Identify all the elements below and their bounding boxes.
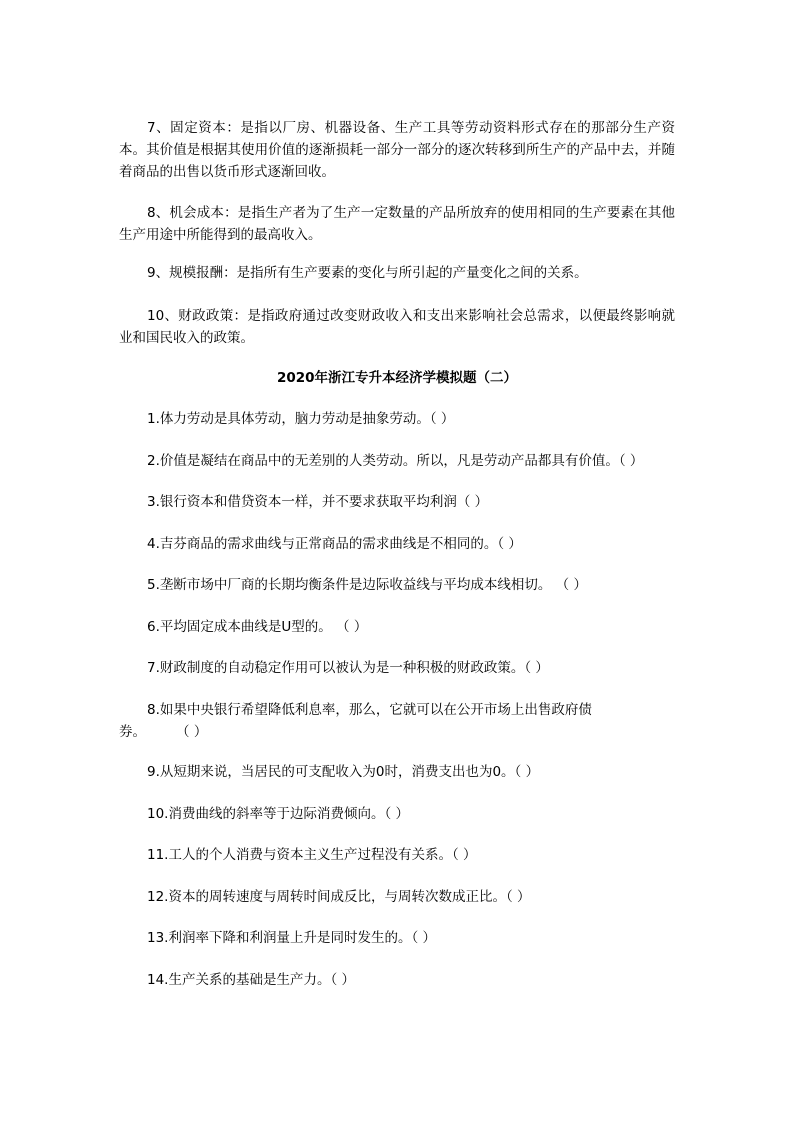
- question-item: 2.价值是凝结在商品中的无差别的人类劳动。所以，凡是劳动产品都具有价值。（ ）: [147, 453, 644, 469]
- question-item: 13.利润率下降和利润量上升是同时发生的。（ ）: [147, 930, 437, 946]
- answer-blank: （ ）: [176, 724, 208, 740]
- question-item: 11.工人的个人消费与资本主义生产过程没有关系。（ ）: [147, 847, 477, 863]
- question-item: 12.资本的周转速度与周转时间成反比，与周转次数成正比。（ ）: [147, 889, 531, 905]
- question-item: 4.吉芬商品的需求曲线与正常商品的需求曲线是不相同的。（ ）: [147, 536, 522, 552]
- definition-opportunity-cost: 8、机会成本：是指生产者为了生产一定数量的产品所放弃的使用相同的生产要素在其他生产用途中所能得到的最高收入。: [119, 205, 675, 243]
- question-item: 5.垄断市场中厂商的长期均衡条件是边际收益线与平均成本线相切。 （ ）: [147, 577, 587, 593]
- question-item: 7.财政制度的自动稳定作用可以被认为是一种积极的财政政策。（ ）: [147, 660, 549, 676]
- definition-returns-to-scale: 9、规模报酬：是指所有生产要素的变化与所引起的产量变化之间的关系。: [147, 265, 588, 281]
- question-text: 8.如果中央银行希望降低利息率，那么，它就可以在公开市场上出售政府债券。: [119, 702, 592, 740]
- question-item: 1.体力劳动是具体劳动，脑力劳动是抽象劳动。（ ）: [147, 411, 455, 427]
- question-item: 10.消费曲线的斜率等于边际消费倾向。（ ）: [147, 806, 410, 822]
- question-item: 6.平均固定成本曲线是U型的。 （ ）: [147, 619, 368, 635]
- definition-fixed-capital: 7、固定资本：是指以厂房、机器设备、生产工具等劳动资料形式存在的那部分生产资本。其价值是根据其使用价值的逐渐损耗一部分一部分的逐次转移到所生产的产品中去，并随着商品的出售以货币形式逐渐回收。: [119, 120, 675, 180]
- question-item: [119, 699, 675, 743]
- definition-fiscal-policy: 10、财政政策：是指政府通过改变财政收入和支出来影响社会总需求，以便最终影响就业和国民收入的政策。: [119, 308, 675, 346]
- section-title: 2020年浙江专升本经济学模拟题（二）: [276, 370, 518, 386]
- question-item: 9.从短期来说，当居民的可支配收入为0时，消费支出也为0。（ ）: [147, 764, 540, 780]
- question-item: 3.银行资本和借贷资本一样，并不要求获取平均利润（ ）: [147, 494, 489, 510]
- question-item: 14.生产关系的基础是生产力。（ ）: [147, 972, 356, 988]
